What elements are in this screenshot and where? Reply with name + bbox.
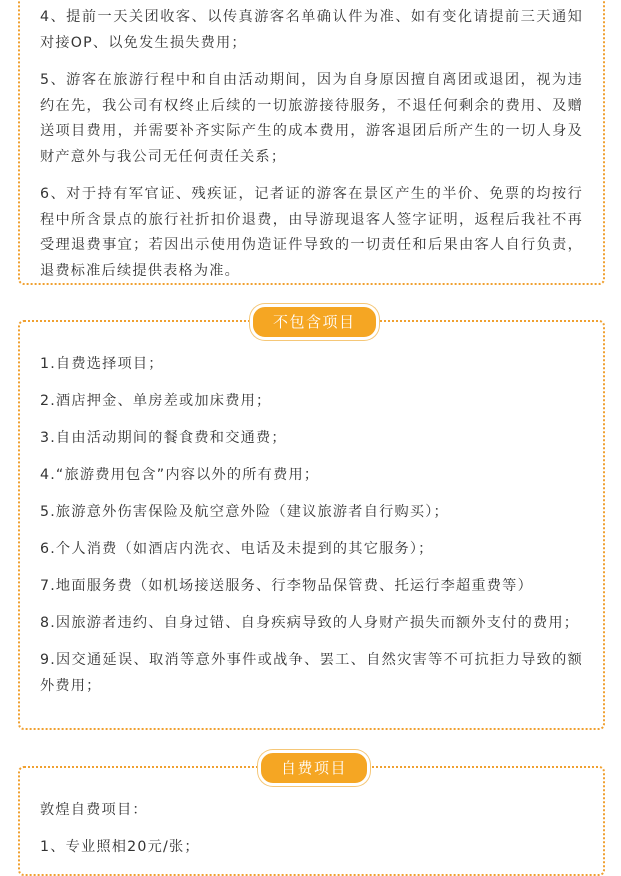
list-item: 9.因交通延误、取消等意外事件或战争、罢工、自然灾害等不可抗拒力导致的额外费用；	[40, 652, 583, 694]
list-item: 3.自由活动期间的餐食费和交通费；	[40, 430, 287, 446]
list-item: 4.“旅游费用包含”内容以外的所有费用；	[40, 467, 320, 483]
self-pay-title: 自费项目	[258, 750, 370, 786]
excluded-items-title: 不包含项目	[250, 304, 379, 340]
excluded-items-list	[40, 352, 583, 699]
excluded-items-section	[18, 320, 605, 730]
self-pay-list	[40, 798, 583, 861]
list-item: 敦煌自费项目：	[40, 802, 148, 818]
list-item: 5.旅游意外伤害保险及航空意外险（建议旅游者自行购买）；	[40, 504, 449, 520]
list-item: 8.因旅游者违约、自身过错、自身疾病导致的人身财产损失而额外支付的费用；	[40, 615, 580, 631]
list-item: 1.自费选择项目；	[40, 356, 164, 372]
terms-section	[18, 0, 605, 285]
list-item: 1、专业照相20元/张；	[40, 839, 200, 855]
term-item-4: 4、提前一天关团收客、以传真游客名单确认件为准、如有变化请提前三天通知对接OP、以免发生损失费用；	[40, 9, 583, 51]
list-item: 2.酒店押金、单房差或加床费用；	[40, 393, 272, 409]
list-item: 7.地面服务费（如机场接送服务、行李物品保管费、托运行李超重费等）	[40, 578, 533, 594]
term-item-5: 5、游客在旅游行程中和自由活动期间，因为自身原因擅自离团或退团，视为违约在先，我公司有权终止后续的一切旅游接待服务，不退任何剩余的费用、及赠送项目费用，并需要补齐实际产生的成本费用，游客退团后所产生的一切人身及财产意外与我公司无任何责任关系；	[40, 72, 583, 165]
term-item-6: 6、对于持有军官证、残疾证，记者证的游客在景区产生的半价、免票的均按行程中所含景点的旅行社折扣价退费，由导游现退客人签字证明，返程后我社不再受理退费事宜；若因出示使用伪造证件导致的一切责任和后果由客人自行负责，退费标准后续提供表格为准。	[40, 186, 583, 279]
list-item: 6.个人消费（如酒店内洗衣、电话及未提到的其它服务）；	[40, 541, 434, 557]
